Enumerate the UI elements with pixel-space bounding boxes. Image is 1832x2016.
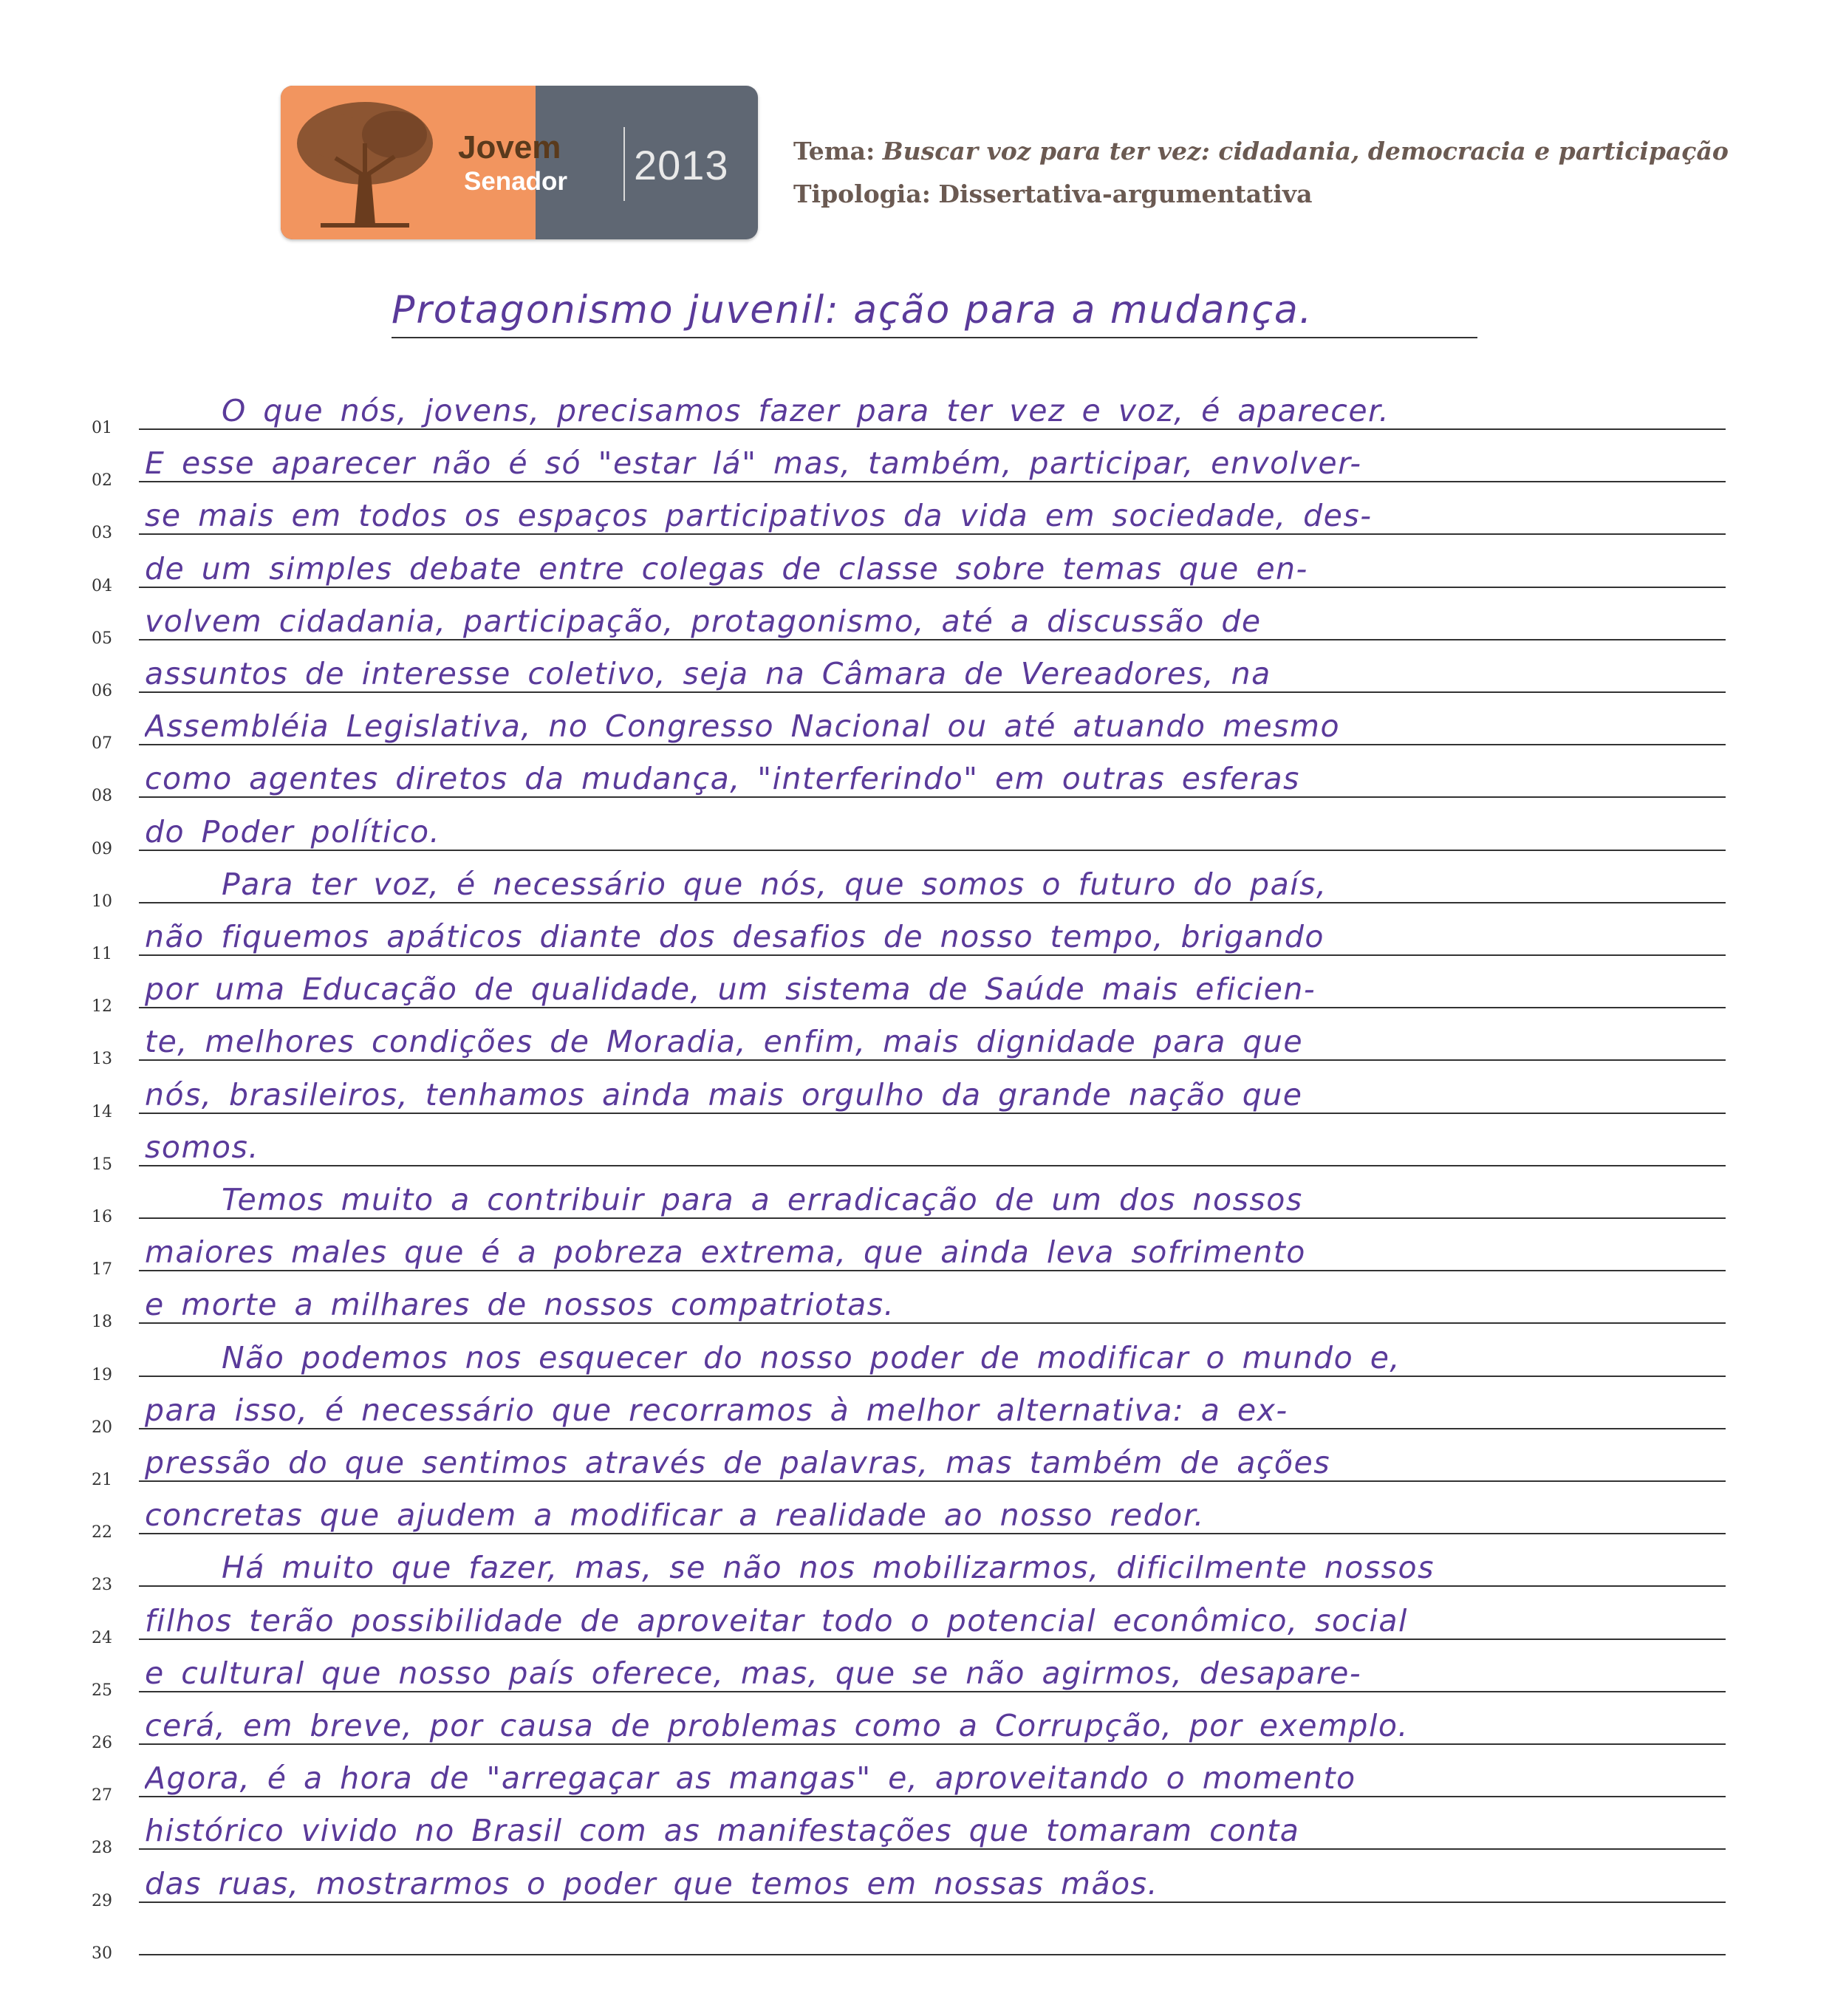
handwritten-text: não fiquemos apáticos diante dos desafios de nosso tempo, brigando (145, 919, 1325, 954)
handwritten-text: assuntos de interesse coletivo, seja na Câmara de Vereadores, na (145, 656, 1271, 691)
handwritten-text: para isso, é necessário que recorramos à melhor alternativa: a ex- (145, 1392, 1288, 1428)
essay-line (0, 1752, 1832, 1805)
essay-line (0, 1226, 1832, 1279)
tree-icon (291, 92, 439, 236)
line-number: 26 (92, 1734, 112, 1752)
line-number: 12 (92, 997, 112, 1016)
line-rule (139, 1901, 1726, 1903)
essay-line (0, 1647, 1832, 1700)
handwritten-text: te, melhores condições de Moradia, enfim, mais dignidade para que (145, 1024, 1304, 1060)
tema-value: Buscar voz para ter vez: cidadania, democracia e participação (882, 137, 1729, 165)
logo-year: 2013 (634, 142, 729, 188)
handwritten-text: E esse aparecer não é só "estar lá" mas, também, participar, envolver- (145, 445, 1362, 482)
line-number: 07 (92, 734, 112, 754)
handwritten-text: e cultural que nosso país oferece, mas, que se não agirmos, desapare- (145, 1655, 1362, 1691)
handwritten-text: pressão do que sentimos através de palavras, mas também de ações (145, 1445, 1331, 1480)
essay-line (0, 1805, 1832, 1857)
line-number: 19 (92, 1365, 112, 1384)
handwritten-text: maiores males que é a pobreza extrema, que ainda leva sofrimento (145, 1234, 1306, 1271)
line-rule (139, 1691, 1726, 1692)
essay-line (0, 963, 1832, 1016)
logo-divider (623, 127, 625, 201)
line-number: 08 (92, 787, 112, 806)
line-rule (139, 902, 1726, 903)
essay-line (0, 1489, 1832, 1542)
essay-title: Protagonismo juvenil: ação para a mudança. (392, 288, 1477, 338)
line-number: 23 (92, 1576, 112, 1595)
line-number: 03 (92, 524, 112, 543)
line-number: 06 (92, 682, 112, 700)
line-rule (139, 1743, 1726, 1745)
line-number: 24 (92, 1628, 112, 1647)
tema-line (793, 130, 1729, 173)
essay-line (0, 806, 1832, 858)
tipologia-line (793, 173, 1729, 216)
line-rule (139, 1059, 1726, 1061)
handwritten-text: somos. (145, 1129, 259, 1165)
essay-line (0, 1174, 1832, 1226)
essay-line (0, 385, 1832, 437)
essay-line (0, 1384, 1832, 1437)
essay-line (0, 1069, 1832, 1121)
line-number: 25 (92, 1681, 112, 1700)
essay-line (0, 858, 1832, 911)
essay-line (0, 1016, 1832, 1068)
line-number: 21 (92, 1471, 112, 1489)
line-number: 09 (92, 839, 112, 858)
handwritten-text: Há muito que fazer, mas, se não nos mobilizarmos, dificilmente nossos (222, 1550, 1435, 1586)
line-number: 20 (92, 1418, 112, 1437)
line-rule (139, 587, 1726, 588)
line-number: 16 (92, 1208, 112, 1226)
line-number: 28 (92, 1839, 112, 1858)
line-number: 02 (92, 471, 112, 491)
line-rule (139, 850, 1726, 851)
handwritten-text: O que nós, jovens, precisamos fazer para ter vez e voz, é aparecer. (222, 393, 1390, 428)
essay-line (0, 700, 1832, 753)
line-rule (139, 1480, 1726, 1482)
line-rule (139, 639, 1726, 640)
handwritten-text: Para ter voz, é necessário que nós, que somos o futuro do país, (222, 866, 1327, 902)
line-rule (139, 796, 1726, 798)
essay-line (0, 648, 1832, 700)
logo-word-senador: Senador (464, 167, 568, 196)
essay-line (0, 1700, 1832, 1752)
handwritten-text: Não podemos nos esquecer do nosso poder de modificar o mundo e, (222, 1339, 1401, 1376)
handwritten-text: Temos muito a contribuir para a erradicação de um dos nossos (222, 1182, 1303, 1217)
essay-line (0, 490, 1832, 542)
line-number: 22 (92, 1523, 112, 1542)
essay-line (0, 1858, 1832, 1910)
handwritten-text: histórico vivido no Brasil com as manifestações que tomaram conta (145, 1813, 1300, 1849)
line-rule (139, 1848, 1726, 1850)
handwritten-text: Agora, é a hora de "arregaçar as mangas" e, aproveitando o momento (145, 1760, 1356, 1797)
essay-line (0, 753, 1832, 805)
line-number: 17 (92, 1260, 112, 1279)
line-rule (139, 1954, 1726, 1955)
handwritten-text: se mais em todos os espaços participativos da vida em sociedade, des- (145, 498, 1373, 534)
line-number: 04 (92, 576, 112, 595)
line-rule (139, 1113, 1726, 1114)
essay-line (0, 1542, 1832, 1594)
essay-line (0, 911, 1832, 963)
line-rule (139, 744, 1726, 745)
line-number: 10 (92, 892, 112, 911)
line-number: 11 (92, 945, 112, 963)
line-rule (139, 1428, 1726, 1429)
essay-line (0, 543, 1832, 595)
handwritten-text: de um simples debate entre colegas de classe sobre temas que en- (145, 550, 1308, 587)
handwritten-text: volvem cidadania, participação, protagonismo, até a discussão de (145, 603, 1262, 639)
handwritten-text: cerá, em breve, por causa de problemas como a Corrupção, por exemplo. (145, 1708, 1409, 1743)
line-rule (139, 1796, 1726, 1797)
handwritten-text: e morte a milhares de nossos compatriotas. (145, 1287, 895, 1323)
handwritten-text: das ruas, mostrarmos o poder que temos em nossas mãos. (145, 1865, 1159, 1901)
line-rule (139, 1165, 1726, 1166)
tema-label: Tema: (793, 137, 875, 165)
line-rule (139, 1533, 1726, 1534)
handwritten-text: concretas que ajudem a modificar a realidade ao nosso redor. (145, 1497, 1205, 1534)
essay-line (0, 595, 1832, 648)
line-number: 01 (92, 419, 112, 437)
line-rule (139, 954, 1726, 956)
line-number: 29 (92, 1891, 112, 1910)
line-rule (139, 428, 1726, 430)
line-number: 14 (92, 1102, 112, 1121)
handwritten-text: como agentes diretos da mudança, "interferindo" em outras esferas (145, 761, 1300, 797)
line-number: 30 (92, 1944, 112, 1963)
line-rule (139, 1217, 1726, 1219)
essay-line (0, 1279, 1832, 1331)
line-rule (139, 1639, 1726, 1640)
handwritten-text: nós, brasileiros, tenhamos ainda mais orgulho da grande nação que (145, 1076, 1303, 1113)
line-rule (139, 1007, 1726, 1008)
tipologia-label: Tipologia: (793, 180, 931, 208)
handwritten-text: filhos terão possibilidade de aproveitar todo o potencial econômico, social (145, 1602, 1408, 1639)
line-number: 27 (92, 1786, 112, 1805)
line-rule (139, 1376, 1726, 1377)
handwritten-text: Assembléia Legislativa, no Congresso Nacional ou até atuando mesmo (145, 708, 1341, 745)
line-number: 15 (92, 1155, 112, 1174)
line-rule (139, 1585, 1726, 1587)
line-rule (139, 533, 1726, 535)
line-rule (139, 1270, 1726, 1271)
essay-meta (793, 130, 1729, 216)
jovem-senador-logo (281, 86, 758, 239)
tipologia-value: Dissertativa-argumentativa (938, 180, 1313, 208)
handwritten-text: do Poder político. (145, 813, 441, 850)
essay-line (0, 1595, 1832, 1647)
logo-word-jovem: Jovem (458, 129, 561, 165)
essay-line (0, 1437, 1832, 1489)
line-rule (139, 481, 1726, 482)
line-number: 13 (92, 1050, 112, 1069)
handwritten-text: por uma Educação de qualidade, um sistema de Saúde mais eficien- (145, 971, 1316, 1008)
essay-line (0, 1910, 1832, 1963)
essay-line (0, 437, 1832, 490)
essay-line (0, 1121, 1832, 1174)
line-number: 05 (92, 629, 112, 648)
line-rule (139, 1322, 1726, 1324)
essay-line (0, 1332, 1832, 1384)
line-rule (139, 691, 1726, 693)
line-number: 18 (92, 1313, 112, 1332)
